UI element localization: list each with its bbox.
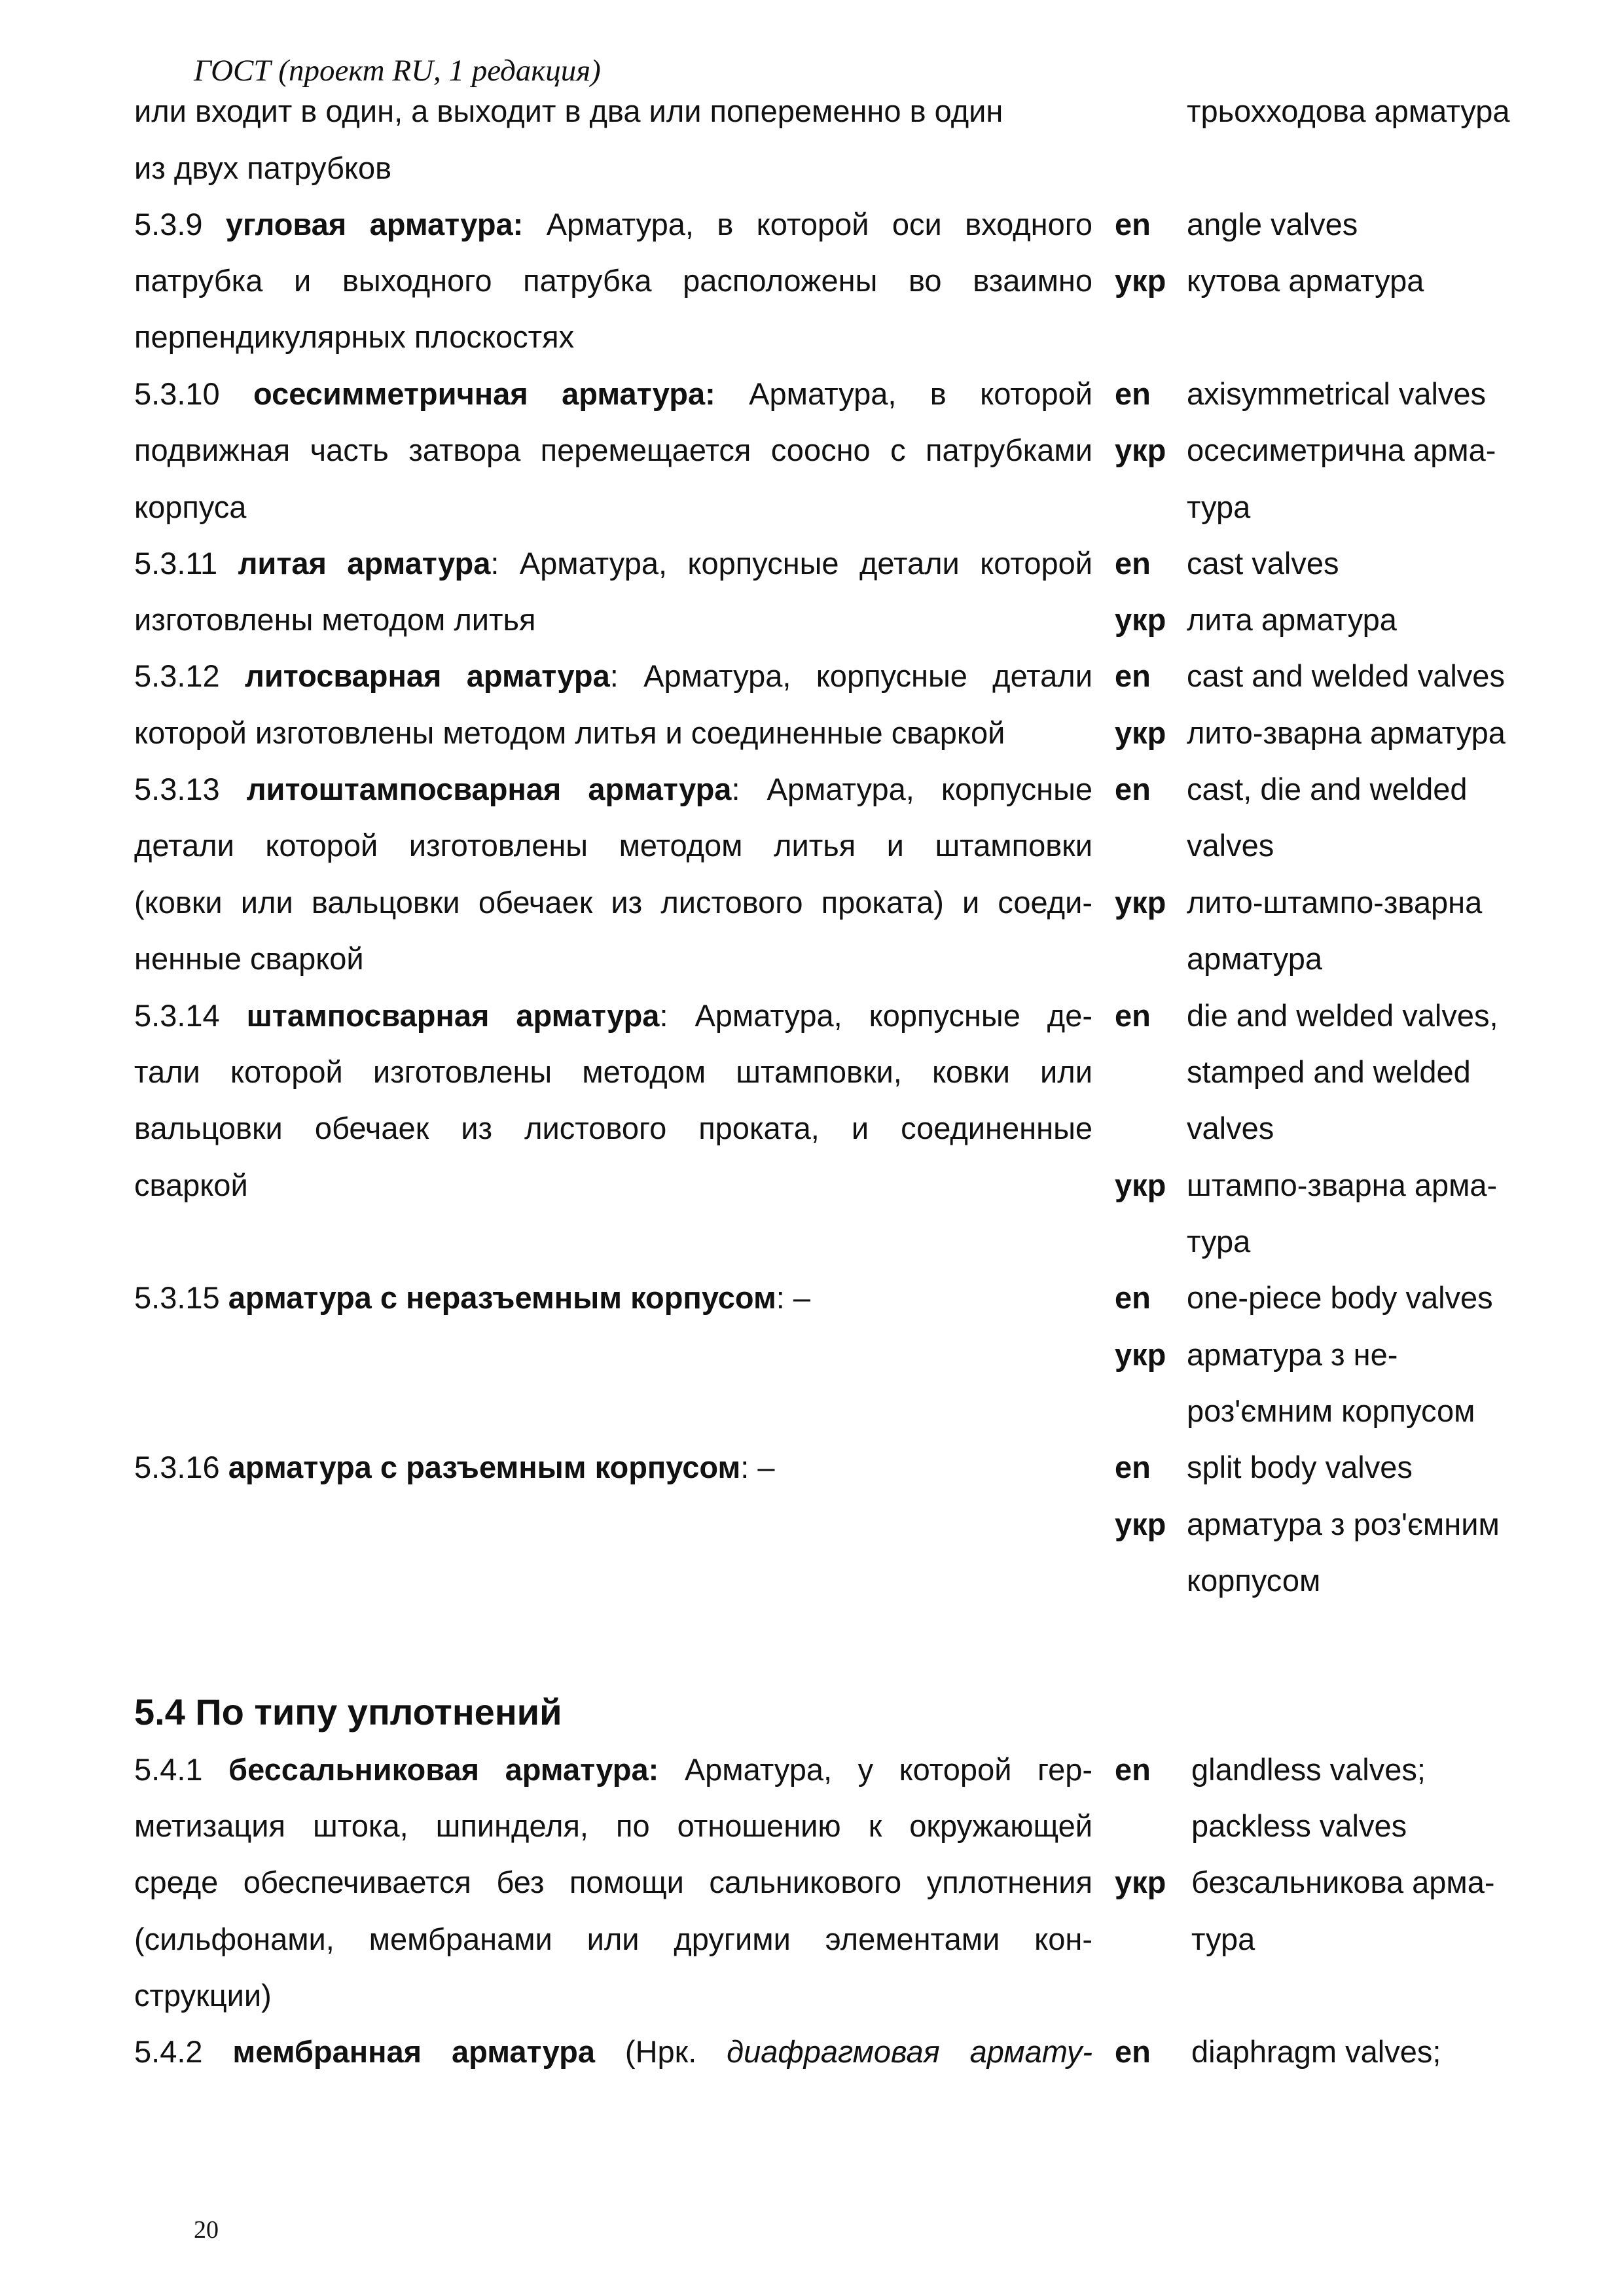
lang-label-en: en [1115,2034,1151,2069]
entry-text-line: детали которой изготовлены методом литья и штамповки [134,828,1092,863]
ukr-equivalent: лита арматура [1187,602,1397,637]
lang-label-ukr: укр [1115,885,1166,920]
entry-number: 5.3.9 [134,207,226,242]
ukr-equivalent: безсальникова арма- [1191,1865,1495,1899]
lang-label-ukr: укр [1115,1337,1166,1372]
entry-term: бессальниковая арматура: [228,1752,659,1787]
entry-number: 5.3.16 [134,1450,228,1484]
en-equivalent: one-piece body valves [1187,1280,1493,1315]
entry-text-line: или входит в один, а выходит в два или попеременно в один [134,94,1003,128]
ukr-equivalent-cont: корпусом [1187,1563,1321,1598]
entry-text-line: ненные сваркой [134,941,364,976]
entry-5-3-12-line [134,656,1092,696]
ukr-equivalent: штампо-зварна арма- [1187,1168,1498,1202]
en-equivalent: cast and welded valves [1187,658,1505,693]
en-equivalent-cont: stamped and welded [1187,1054,1471,1089]
entry-5-3-14-line [134,996,1092,1035]
entry-5-3-15-line [134,1278,810,1318]
lang-label-ukr: укр [1115,1168,1166,1202]
lang-label-ukr: укр [1115,263,1166,298]
page-number: 20 [194,2216,219,2244]
lang-label-en: en [1115,772,1151,806]
lang-label-ukr: укр [1115,1507,1166,1541]
entry-text-line: корпуса [134,490,247,524]
lang-label-en: en [1115,546,1151,581]
entry-text-line: струкции) [134,1978,272,2013]
entry-term: литоштампосварная арматура [246,772,732,806]
lang-label-en: en [1115,1280,1151,1315]
en-equivalent: diaphragm valves; [1191,2034,1441,2069]
ukr-equivalent: лито-штампо-зварна [1187,885,1483,920]
entry-text-line: (сильфонами, мембранами или другими элементами кон- [134,1922,1092,1956]
ukr-equivalent: арматура з не- [1187,1337,1398,1372]
en-equivalent: die and welded valves, [1187,998,1498,1033]
entry-number: 5.3.13 [134,772,247,806]
entry-definition: Арматура, у которой гер- [659,1752,1093,1787]
ukr-equivalent-cont: арматура [1187,941,1323,976]
lang-label-en: en [1115,1450,1151,1484]
en-equivalent-cont: valves [1187,1111,1274,1145]
entry-text-line: вальцовки обечаек из листового проката, и соединенные [134,1111,1092,1145]
lang-label-en: en [1115,1752,1151,1787]
entry-text-line: из двух патрубков [134,151,392,185]
lang-label-ukr: укр [1115,433,1166,467]
lang-label-en: en [1115,207,1151,242]
ukr-equivalent: кутова арматура [1187,263,1424,298]
entry-5-3-9-line [134,205,1092,244]
en-equivalent-cont: valves [1187,828,1274,863]
entry-text-line: подвижная часть затвора перемещается соосно с патрубками [134,433,1092,467]
entry-term: штампосварная арматура [246,998,660,1033]
en-equivalent: cast valves [1187,546,1339,581]
entry-5-3-16-line [134,1448,775,1487]
entry-5-4-2-line [134,2032,1092,2072]
entry-term: осесимметричная арматура: [253,376,715,411]
entry-term: угловая арматура: [225,207,524,242]
entry-5-3-11-line [134,544,1092,583]
lang-label-en: en [1115,658,1151,693]
document-header: ГОСТ (проект RU, 1 редакция) [194,54,601,88]
entry-number: 5.3.12 [134,658,245,693]
en-equivalent: glandless valves; [1191,1752,1426,1787]
entry-term: мембранная арматура [232,2034,596,2069]
entry-text-line: сваркой [134,1168,248,1202]
entry-number: 5.3.15 [134,1280,228,1315]
en-equivalent-cont: packless valves [1191,1808,1407,1843]
entry-definition: : Арматура, корпусные де- [659,998,1092,1033]
entry-definition: : – [776,1280,811,1315]
entry-text-line: патрубка и выходного патрубка расположены во взаимно [134,263,1092,298]
entry-definition: (Нрк. [595,2034,727,2069]
entry-text-line: перпендикулярных плоскостях [134,319,575,354]
ukr-equivalent: арматура з роз'ємним [1187,1507,1500,1541]
ukr-equivalent-cont: тура [1187,490,1251,524]
lang-label-en: en [1115,998,1151,1033]
entry-definition: : Арматура, корпусные [731,772,1092,806]
entry-5-3-13-line [134,770,1092,809]
entry-term: литая арматура [238,546,491,581]
lang-label-en: en [1115,376,1151,411]
entry-number: 5.4.1 [134,1752,229,1787]
entry-number: 5.3.14 [134,998,247,1033]
en-equivalent: angle valves [1187,207,1358,242]
en-equivalent: cast, die and welded [1187,772,1468,806]
entry-term: арматура с неразъемным корпусом [228,1280,776,1315]
ukr-equivalent: трьохходова арматура [1187,94,1510,128]
entry-definition-italic: диафрагмовая армату- [727,2034,1092,2069]
entry-definition: : – [740,1450,775,1484]
ukr-equivalent: осесиметрична арма- [1187,433,1496,467]
en-equivalent: axisymmetrical valves [1187,376,1487,411]
entry-text-line: среде обеспечивается без помощи сальникового уплотнения [134,1865,1092,1899]
entry-5-3-10-line [134,374,1092,414]
ukr-equivalent-cont: тура [1187,1224,1251,1259]
ukr-equivalent-cont: роз'ємним корпусом [1187,1393,1475,1428]
entry-text-line: (ковки или вальцовки обечаек из листового проката) и соеди- [134,885,1092,920]
entry-text-line: изготовлены методом литья [134,602,536,637]
entry-definition: : Арматура, корпусные детали которой [490,546,1092,581]
entry-number: 5.3.10 [134,376,254,411]
en-equivalent: split body valves [1187,1450,1413,1484]
entry-5-4-1-line [134,1750,1092,1789]
lang-label-ukr: укр [1115,1865,1166,1899]
section-heading: 5.4 По типу уплотнений [134,1691,562,1732]
entry-number: 5.3.11 [134,546,238,581]
entry-number: 5.4.2 [134,2034,233,2069]
entry-definition: : Арматура, корпусные детали [609,658,1092,693]
entry-definition: Арматура, в которой оси входного [523,207,1092,242]
entry-text-line: метизация штока, шпинделя, по отношению к окружающей [134,1808,1092,1843]
lang-label-ukr: укр [1115,715,1166,750]
entry-text-line: тали которой изготовлены методом штамповки, ковки или [134,1054,1092,1089]
ukr-equivalent: лито-зварна арматура [1187,715,1506,750]
entry-definition: Арматура, в которой [715,376,1092,411]
lang-label-ukr: укр [1115,602,1166,637]
entry-term: арматура с разъемным корпусом [228,1450,741,1484]
entry-term: литосварная арматура [244,658,610,693]
ukr-equivalent-cont: тура [1191,1922,1255,1956]
entry-text-line: которой изготовлены методом литья и соединенные сваркой [134,715,1005,750]
